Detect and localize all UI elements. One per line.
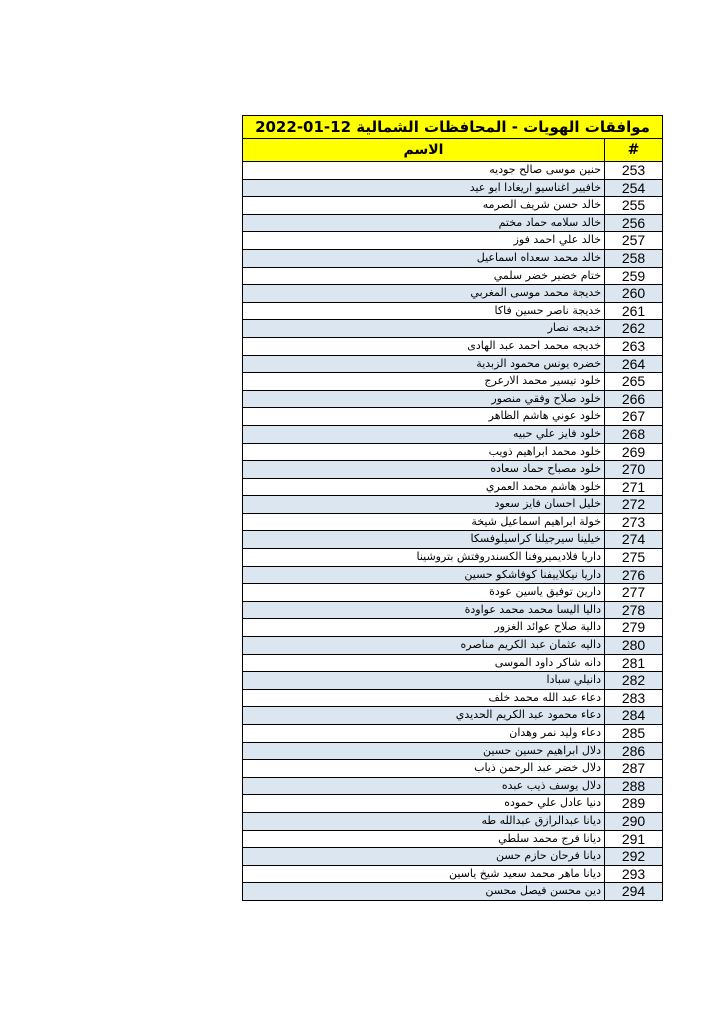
- row-number: 277: [605, 584, 663, 602]
- table-row: [243, 725, 663, 743]
- row-name: ديانا ماهر محمد سعيد شيخ ياسين: [243, 865, 605, 883]
- row-number: 253: [605, 162, 663, 180]
- table-row: [243, 214, 663, 232]
- row-name: خلود تيسير محمد الارعرج: [243, 373, 605, 391]
- table-row: [243, 513, 663, 531]
- row-name: خالد حسن شريف الصرمه: [243, 197, 605, 215]
- row-name: دانه شاكر داود الموسى: [243, 654, 605, 672]
- row-number: 278: [605, 601, 663, 619]
- number-column-header: #: [605, 139, 663, 162]
- row-number: 254: [605, 179, 663, 197]
- table-row: [243, 162, 663, 180]
- table-row: [243, 654, 663, 672]
- row-name: داريا فلاديميروفنا الكسندروفتش بتروشينا: [243, 549, 605, 567]
- row-name: خلود محمد ابراهيم ذويب: [243, 443, 605, 461]
- table-row: [243, 478, 663, 496]
- row-number: 270: [605, 461, 663, 479]
- row-number: 284: [605, 707, 663, 725]
- row-number: 274: [605, 531, 663, 549]
- table-row: [243, 777, 663, 795]
- row-name: خليل احسان فايز سعود: [243, 496, 605, 514]
- row-number: 256: [605, 214, 663, 232]
- row-number: 290: [605, 812, 663, 830]
- table-row: [243, 619, 663, 637]
- table-row: [243, 232, 663, 250]
- row-number: 293: [605, 865, 663, 883]
- row-number: 288: [605, 777, 663, 795]
- row-name: دانيلي سبادا: [243, 672, 605, 690]
- row-name: ديانا فرج محمد سلطي: [243, 830, 605, 848]
- table-row: [243, 496, 663, 514]
- table-row: [243, 707, 663, 725]
- table-row: [243, 865, 663, 883]
- row-name: خافيير اغناسيو اريغادا ابو عيد: [243, 179, 605, 197]
- row-number: 267: [605, 408, 663, 426]
- row-number: 259: [605, 267, 663, 285]
- approvals-sheet: [242, 115, 662, 901]
- table-row: [243, 267, 663, 285]
- table-row: [243, 531, 663, 549]
- row-name: خلود عوني هاشم الظاهر: [243, 408, 605, 426]
- title-row: [243, 116, 663, 139]
- row-number: 263: [605, 337, 663, 355]
- row-name: دلال ابراهيم حسين حسين: [243, 742, 605, 760]
- row-number: 260: [605, 285, 663, 303]
- row-number: 272: [605, 496, 663, 514]
- table-row: [243, 584, 663, 602]
- table-row: [243, 443, 663, 461]
- row-number: 276: [605, 566, 663, 584]
- row-number: 268: [605, 425, 663, 443]
- table-row: [243, 601, 663, 619]
- row-name: ختام خضير خضر سلمي: [243, 267, 605, 285]
- row-number: 294: [605, 883, 663, 901]
- table-row: [243, 461, 663, 479]
- table-row: [243, 742, 663, 760]
- row-name: خولة ابراهيم اسماعيل شيخة: [243, 513, 605, 531]
- row-number: 279: [605, 619, 663, 637]
- row-number: 269: [605, 443, 663, 461]
- row-name: حنين موسى صالح جوديه: [243, 162, 605, 180]
- table-row: [243, 848, 663, 866]
- table-row: [243, 249, 663, 267]
- header-row: [243, 139, 663, 162]
- row-name: داليه عثمان عبد الكريم مناصره: [243, 637, 605, 655]
- row-number: 262: [605, 320, 663, 338]
- table-row: [243, 549, 663, 567]
- row-number: 266: [605, 390, 663, 408]
- row-name: خلود مصباح حماد سعاده: [243, 461, 605, 479]
- row-number: 265: [605, 373, 663, 391]
- row-name: دعاء وليد نمر وهدان: [243, 725, 605, 743]
- table-row: [243, 812, 663, 830]
- row-number: 287: [605, 760, 663, 778]
- row-name: خديجه نصار: [243, 320, 605, 338]
- table-row: [243, 425, 663, 443]
- table-row: [243, 390, 663, 408]
- row-name: خضره يونس محمود الزبدية: [243, 355, 605, 373]
- row-name: ديانا فرحان حازم حسن: [243, 848, 605, 866]
- table-row: [243, 672, 663, 690]
- table-row: [243, 285, 663, 303]
- row-name: خلود صلاح وفقي منصور: [243, 390, 605, 408]
- table-row: [243, 795, 663, 813]
- row-name: دعاء محمود عبد الكريم الحديدي: [243, 707, 605, 725]
- row-name: دارين توفيق ياسين عودة: [243, 584, 605, 602]
- row-number: 264: [605, 355, 663, 373]
- table-row: [243, 566, 663, 584]
- row-number: 258: [605, 249, 663, 267]
- table-row: [243, 320, 663, 338]
- row-number: 283: [605, 689, 663, 707]
- row-name: دالية صلاح عوائد الغزور: [243, 619, 605, 637]
- table-row: [243, 179, 663, 197]
- row-name: داريا نيكلاييفنا كوفاشكو حسين: [243, 566, 605, 584]
- row-number: 291: [605, 830, 663, 848]
- row-number: 282: [605, 672, 663, 690]
- row-number: 292: [605, 848, 663, 866]
- row-name: دعاء عبد الله محمد خلف: [243, 689, 605, 707]
- row-number: 281: [605, 654, 663, 672]
- table-row: [243, 689, 663, 707]
- row-name: دين محسن فيصل محسن: [243, 883, 605, 901]
- row-name: ديانا عبدالرازق عبدالله طه: [243, 812, 605, 830]
- sheet-title: موافقات الهويات - المحافظات الشمالية 12-01-2022: [243, 116, 663, 139]
- row-name: داليا اليسا محمد محمد عواودة: [243, 601, 605, 619]
- table-body: [243, 162, 663, 901]
- row-name: دنيا عادل علي حموده: [243, 795, 605, 813]
- row-number: 271: [605, 478, 663, 496]
- row-name: خديجة محمد موسى المغربي: [243, 285, 605, 303]
- row-number: 273: [605, 513, 663, 531]
- table-row: [243, 197, 663, 215]
- table-row: [243, 883, 663, 901]
- row-name: خلود هاشم محمد العمري: [243, 478, 605, 496]
- row-number: 285: [605, 725, 663, 743]
- table-row: [243, 337, 663, 355]
- table-row: [243, 830, 663, 848]
- table-row: [243, 637, 663, 655]
- table-row: [243, 373, 663, 391]
- row-name: دلال خضر عبد الرحمن ذياب: [243, 760, 605, 778]
- row-number: 280: [605, 637, 663, 655]
- row-name: خالد محمد سعداه اسماعيل: [243, 249, 605, 267]
- table-row: [243, 760, 663, 778]
- approvals-table: [242, 115, 663, 901]
- table-row: [243, 408, 663, 426]
- row-name: خلود فايز علي حبيه: [243, 425, 605, 443]
- row-name: دلال يوسف ذيب عبده: [243, 777, 605, 795]
- row-name: خديجة ناصر حسين فاكا: [243, 302, 605, 320]
- row-number: 261: [605, 302, 663, 320]
- table-row: [243, 355, 663, 373]
- row-number: 289: [605, 795, 663, 813]
- row-name: خالد علي احمد فوز: [243, 232, 605, 250]
- table-row: [243, 302, 663, 320]
- row-name: خديجه محمد احمد عبد الهادى: [243, 337, 605, 355]
- row-name: خيلينا سيرجيلنا كراسيلوفسكا: [243, 531, 605, 549]
- row-number: 286: [605, 742, 663, 760]
- row-number: 257: [605, 232, 663, 250]
- row-name: خالد سلامه حماد مختم: [243, 214, 605, 232]
- row-number: 275: [605, 549, 663, 567]
- name-column-header: الاسم: [243, 139, 605, 162]
- row-number: 255: [605, 197, 663, 215]
